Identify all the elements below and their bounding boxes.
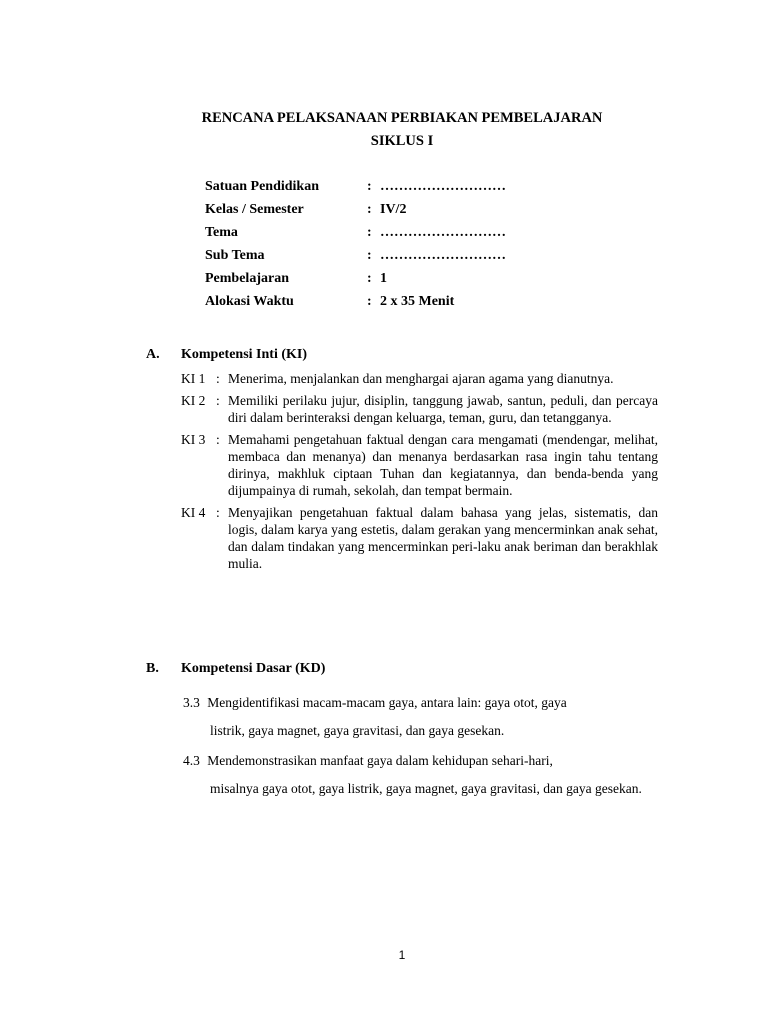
- identity-colon: :: [367, 248, 372, 263]
- ki-item: [181, 504, 658, 572]
- ki-colon: :: [216, 432, 220, 447]
- identity-value: ………………………: [380, 248, 506, 263]
- kd-number: 4.3: [183, 753, 200, 768]
- document-title: RENCANA PELAKSANAAN PERBIAKAN PEMBELAJARAN: [201, 110, 603, 126]
- ki-item: [181, 431, 658, 499]
- ki-item: [181, 370, 658, 387]
- identity-value: 2 x 35 Menit: [380, 294, 455, 309]
- identity-colon: :: [367, 179, 372, 194]
- ki-text: Menerima, menjalankan dan menghargai ajaran agama yang dianutnya.: [228, 371, 614, 386]
- identity-label: Pembelajaran: [205, 271, 289, 286]
- ki-label: KI 3: [181, 432, 206, 447]
- identity-label: Sub Tema: [205, 248, 265, 263]
- kd-text-first: Mendemonstrasikan manfaat gaya dalam kehidupan sehari-hari,: [207, 753, 553, 768]
- identity-colon: :: [367, 294, 372, 309]
- section-a-title: Kompetensi Inti (KI): [181, 347, 307, 362]
- kd-first-line: [183, 747, 658, 775]
- identity-colon: :: [367, 202, 372, 217]
- identity-label: Kelas / Semester: [205, 202, 304, 217]
- identity-colon: :: [367, 271, 372, 286]
- section-b-title: Kompetensi Dasar (KD): [181, 661, 326, 676]
- ki-colon: :: [216, 505, 220, 520]
- section-b-letter: B.: [146, 661, 159, 676]
- ki-text: Menyajikan pengetahuan faktual dalam bahasa yang jelas, sistematis, dan logis, dalam karya yang estetis, dalam gerakan yang mencerminkan anak sehat, dan dalam tindakan yang mencerminkan peri-laku anak beriman dan berakhlak mulia.: [228, 505, 658, 571]
- section-a-letter: A.: [146, 347, 160, 362]
- identity-label: Satuan Pendidikan: [205, 179, 319, 194]
- ki-label: KI 2: [181, 393, 206, 408]
- kd-item: [183, 689, 658, 745]
- kd-item: [183, 747, 658, 803]
- identity-label: Alokasi Waktu: [205, 294, 294, 309]
- identity-colon: :: [367, 225, 372, 240]
- ki-list: [181, 370, 658, 577]
- ki-label: KI 4: [181, 505, 206, 520]
- identity-value: 1: [380, 271, 387, 286]
- page-number: 1: [398, 948, 406, 962]
- kd-first-line: [183, 689, 658, 717]
- ki-text: Memahami pengetahuan faktual dengan cara mengamati (mendengar, melihat, membaca dan menanya) dan menanya berdasarkan rasa ingin tahu tentang dirinya, makhluk ciptaan Tuhan dan kegiatannya, dan benda-benda yang dijumpainya di rumah, sekolah, dan tempat bermain.: [228, 432, 658, 498]
- kd-text-rest: listrik, gaya magnet, gaya gravitasi, dan gaya gesekan.: [210, 723, 505, 738]
- kd-list: [183, 689, 658, 805]
- kd-text-rest: misalnya gaya otot, gaya listrik, gaya magnet, gaya gravitasi, dan gaya gesekan.: [210, 781, 642, 796]
- ki-text: Memiliki perilaku jujur, disiplin, tanggung jawab, santun, peduli, dan percaya diri dalam berinteraksi dengan keluarga, teman, guru, dan tetangganya.: [228, 393, 658, 425]
- document-subtitle: SIKLUS I: [370, 133, 434, 149]
- kd-number: 3.3: [183, 695, 200, 710]
- identity-value: ………………………: [380, 225, 506, 240]
- kd-text-first: Mengidentifikasi macam-macam gaya, antara lain: gaya otot, gaya: [207, 695, 567, 710]
- ki-colon: :: [216, 393, 220, 408]
- identity-label: Tema: [205, 225, 238, 240]
- ki-item: [181, 392, 658, 426]
- identity-value: IV/2: [380, 202, 407, 217]
- identity-value: ………………………: [380, 179, 506, 194]
- ki-label: KI 1: [181, 371, 206, 386]
- ki-colon: :: [216, 371, 220, 386]
